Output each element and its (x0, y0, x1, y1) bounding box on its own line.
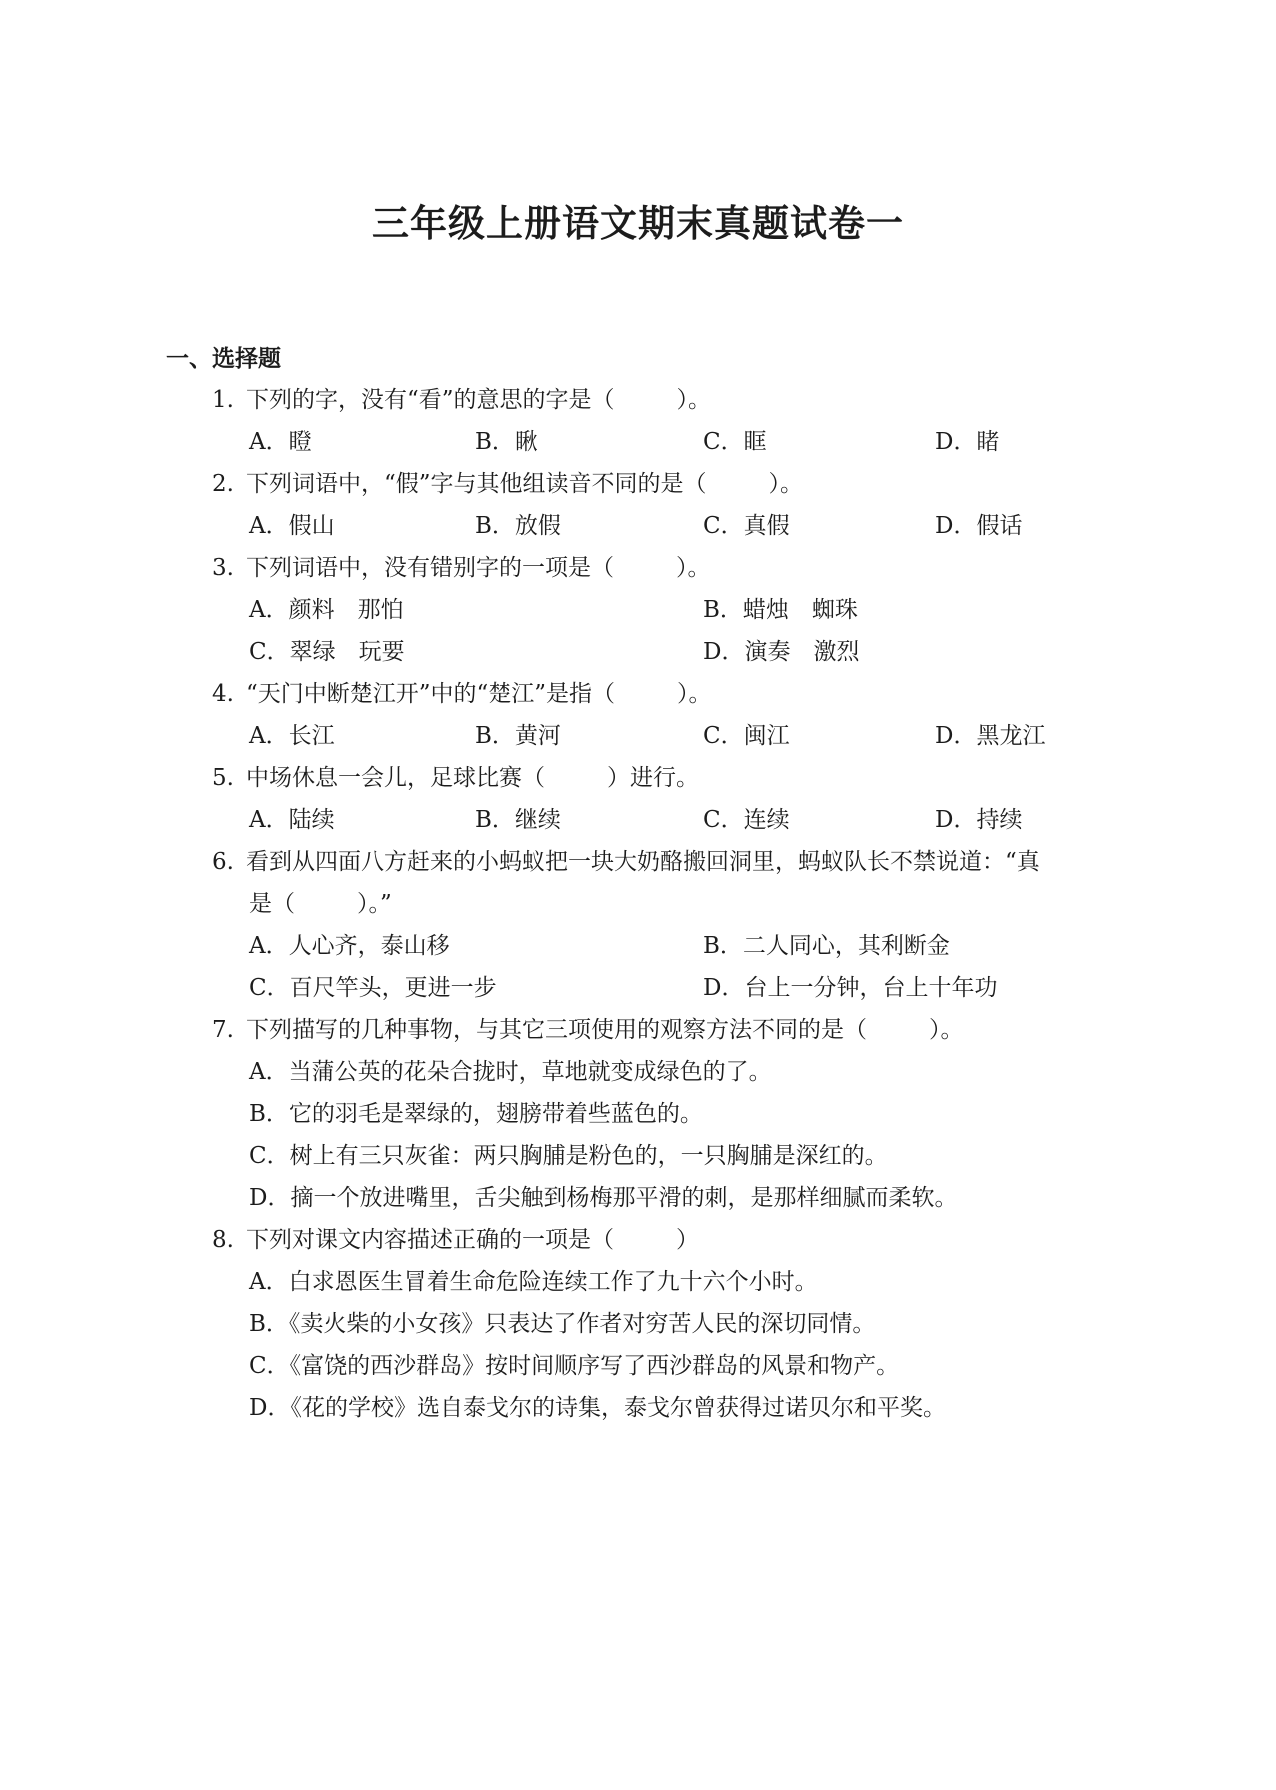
question-number: 3. (212, 555, 234, 581)
option-d: D．黑龙江 (935, 723, 1046, 749)
question-1 (212, 382, 711, 418)
question-6 (212, 844, 1040, 880)
option-a: A．假山 (249, 513, 335, 539)
option-b: B．它的羽毛是翠绿的，翅膀带着些蓝色的。 (249, 1101, 703, 1127)
option-c: C．连续 (703, 807, 790, 833)
option-a: A．瞪 (249, 429, 312, 455)
option-a: A．颜料 那怕 (249, 597, 404, 623)
question-stem-end: ） (675, 1227, 699, 1253)
question-stem: 中场休息一会儿，足球比赛（ (245, 765, 545, 791)
option-b: B．黄河 (475, 723, 561, 749)
option-a: A．长江 (249, 723, 335, 749)
option-d: D．《花的学校》选自泰戈尔的诗集，泰戈尔曾获得过诺贝尔和平奖。 (249, 1395, 946, 1421)
question-stem: 看到从四面八方赶来的小蚂蚁把一块大奶酪搬回洞里，蚂蚁队长不禁说道：“真 (245, 849, 1040, 875)
question-stem-end: ）进行。 (606, 765, 699, 791)
question-stem: 是（ (249, 891, 295, 917)
question-number: 7. (212, 1017, 234, 1043)
option-b: B．放假 (475, 513, 561, 539)
question-number: 5. (212, 765, 234, 791)
question-5 (212, 760, 699, 796)
option-a: A．陆续 (249, 807, 335, 833)
option-a: A．当蒲公英的花朵合拢时，草地就变成绿色的了。 (249, 1059, 772, 1085)
question-number: 2. (212, 471, 234, 497)
question-stem: 下列描写的几种事物，与其它三项使用的观察方法不同的是（ (245, 1017, 867, 1043)
option-d: D．摘一个放进嘴里，舌尖触到杨梅那平滑的刺，是那样细腻而柔软。 (249, 1185, 958, 1211)
question-stem-end: ）。 (676, 387, 711, 413)
question-stem: 下列对课文内容描述正确的一项是（ (245, 1227, 614, 1253)
option-c: C．树上有三只灰雀：两只胸脯是粉色的，一只胸脯是深红的。 (249, 1143, 888, 1169)
question-number: 1. (212, 387, 234, 413)
option-c: C．百尺竿头，更进一步 (249, 975, 497, 1001)
option-c: C．眶 (703, 429, 767, 455)
question-stem-end: ）。” (357, 891, 392, 917)
question-number: 8. (212, 1227, 234, 1253)
question-4 (212, 676, 712, 712)
section-heading: 一、选择题 (166, 346, 281, 372)
option-d: D．演奏 激烈 (703, 639, 860, 665)
option-b: B．继续 (475, 807, 561, 833)
option-b: B．二人同心，其利断金 (703, 933, 950, 959)
option-b: B．《卖火柴的小女孩》只表达了作者对穷苦人民的深切同情。 (249, 1311, 876, 1337)
option-d: D．假话 (935, 513, 1023, 539)
option-d: D．台上一分钟，台上十年功 (703, 975, 998, 1001)
option-c: C．闽江 (703, 723, 790, 749)
option-a: A．人心齐，泰山移 (249, 933, 450, 959)
question-stem: 下列词语中，“假”字与其他组读音不同的是（ (245, 471, 707, 497)
question-stem: 下列的字，没有“看”的意思的字是（ (245, 387, 615, 413)
question-3 (212, 550, 710, 586)
question-7 (212, 1012, 963, 1048)
question-8 (212, 1222, 699, 1258)
option-c: C．翠绿 玩要 (249, 639, 405, 665)
question-stem-end: ）。 (928, 1017, 964, 1043)
option-b: B．蜡烛 蜘珠 (703, 597, 858, 623)
option-d: D．睹 (935, 429, 1000, 455)
page-title: 三年级上册语文期末真题试卷一 (372, 202, 904, 245)
question-number: 4. (212, 681, 234, 707)
option-b: B．瞅 (475, 429, 538, 455)
question-stem-end: ）。 (677, 681, 712, 707)
question-stem-end: ）。 (675, 555, 711, 581)
option-a: A．白求恩医生冒着生命危险连续工作了九十六个小时。 (249, 1269, 818, 1295)
question-stem: “天门中断楚江开”中的“楚江”是指（ (245, 681, 615, 707)
option-c: C．真假 (703, 513, 790, 539)
question-stem: 下列词语中，没有错别字的一项是（ (245, 555, 614, 581)
option-c: C．《富饶的西沙群岛》按时间顺序写了西沙群岛的风景和物产。 (249, 1353, 900, 1379)
question-6-continued (249, 886, 392, 922)
question-number: 6. (212, 849, 234, 875)
question-stem-end: ）。 (768, 471, 803, 497)
question-2 (212, 466, 803, 502)
option-d: D．持续 (935, 807, 1023, 833)
